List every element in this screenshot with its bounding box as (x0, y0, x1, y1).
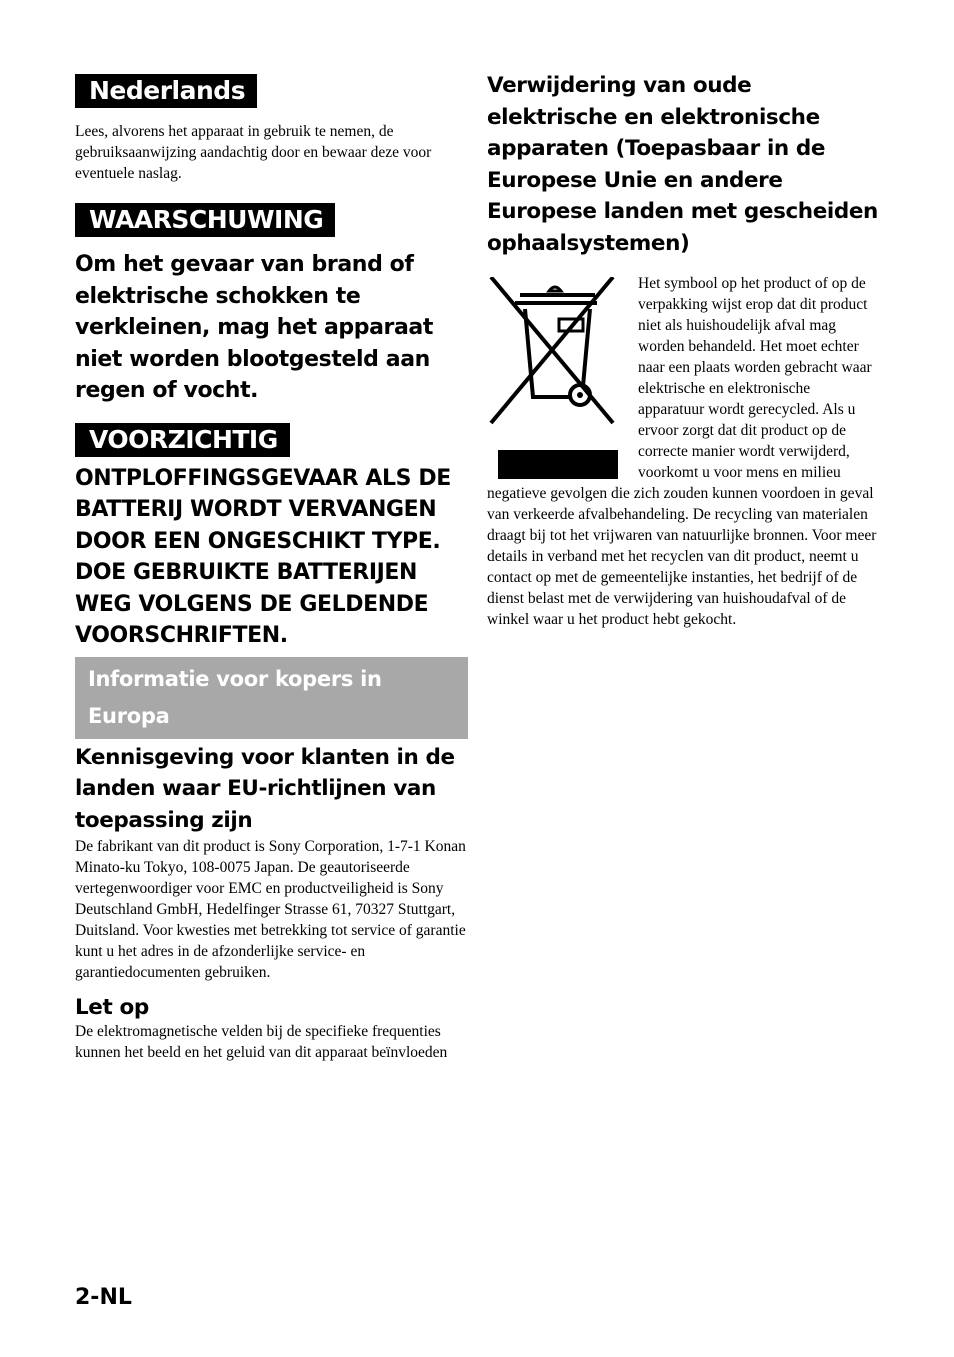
left-column (75, 74, 468, 1063)
disposal-text: Het symbool op het product of op de verpakking wijst erop dat dit product niet als huishoudelijk afval mag worden behandeld. Het moet echter naar een plaats worden gebracht waar elektrische en elektronische apparatuur wordt gerecycled. Als u ervoor zorgt dat dit product op de correcte manier wordt verwijderd, voorkomt u voor mens en milieu negatieve gevolgen die zich zouden kunnen voordoen in geval van verkeerde afvalbehandeling. De recycling van materialen draagt bij tot het vrijwaren van natuurlijke bronnen. Voor meer details in verband met het recyclen van dit product, neemt u contact op met de gemeentelijke instanties, het bedrijf of de dienst belast met de verwijdering van huishoudafval of de winkel waar u het product hebt gekocht. (487, 275, 877, 628)
disposal-heading: Verwijdering van oude elektrische en elektronische apparaten (Toepasbaar in de Europese Unie en andere Europese landen met gescheiden ophaalsystemen) (487, 73, 878, 256)
europe-info-box: Informatie voor kopers in Europa (75, 657, 468, 739)
notice-text: De fabrikant van dit product is Sony Corporation, 1-7-1 Konan Minato-ku Tokyo, 108-0075 Japan. De geautoriseerde vertegenwoordiger voor EMC en productveiligheid is Sony Deutschland GmbH, Hedelfinger Strasse 61, 70327 Stuttgart, Duitsland. Voor kwesties met betrekking tot service of garantie kunt u het adres in de afzonderlijke service- en garantiedocumenten gebruiken. (75, 838, 466, 981)
warning-heading: WAARSCHUWING (75, 203, 335, 237)
language-heading: Nederlands (75, 74, 257, 108)
caution-heading: VOORZICHTIG (75, 423, 290, 457)
let-op-text: De elektromagnetische velden bij de specifieke frequenties kunnen het beeld en het geluid van dit apparaat beïnvloeden (75, 1023, 448, 1061)
right-column (487, 70, 879, 630)
let-op-heading: Let op (75, 995, 149, 1020)
crossed-out-wheelie-bin-icon (487, 277, 619, 479)
caution-text: ONTPLOFFINGSGEVAAR ALS DE BATTERIJ WORDT VERVANGEN DOOR EEN ONGESCHIKT TYPE. DOE GEBRUIKTE BATTERIJEN WEG VOLGENS DE GELDENDE VOORSCHRIFTEN. (75, 465, 451, 648)
notice-heading: Kennisgeving voor klanten in de landen waar EU-richtlijnen van toepassing zijn (75, 744, 455, 833)
disposal-section (487, 273, 879, 630)
intro-text: Lees, alvorens het apparaat in gebruik te nemen, de gebruiksaanwijzing aandachtig door en bewaar deze voor eventuele naslag. (75, 123, 432, 182)
page-number: 2-NL (75, 1285, 132, 1310)
warning-text: Om het gevaar van brand of elektrische schokken te verkleinen, mag het apparaat niet worden blootgesteld aan regen of vocht. (75, 252, 433, 403)
